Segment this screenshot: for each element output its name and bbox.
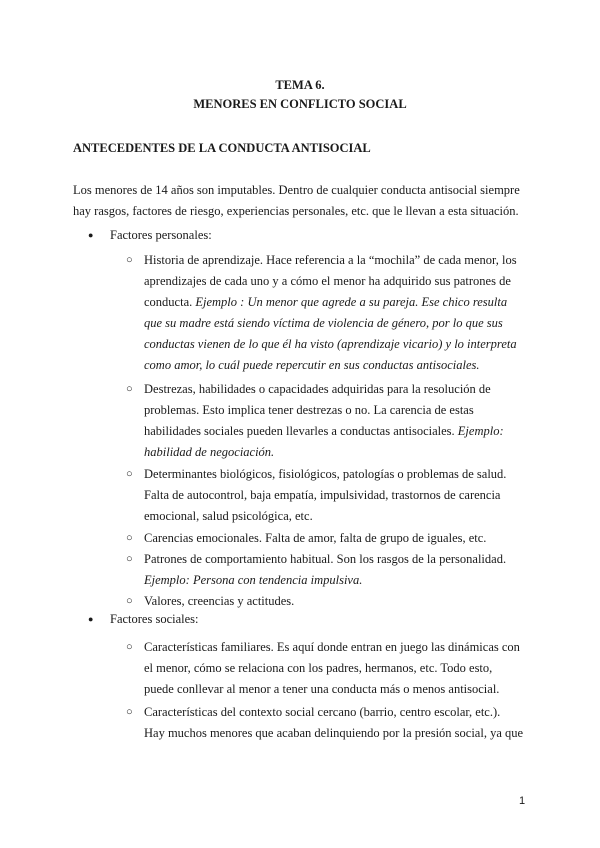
bullet-circle-icon: ○ xyxy=(126,553,133,565)
list-item xyxy=(72,379,524,463)
list-item xyxy=(72,528,524,549)
list-item xyxy=(72,549,524,591)
section-heading: ANTECEDENTES DE LA CONDUCTA ANTISOCIAL xyxy=(73,141,371,155)
item-text: Historia de aprendizaje. Hace referencia a la “mochila” de cada menor, los aprendizajes de cada uno y a cómo el menor ha adquirido sus patrones de conducta. xyxy=(144,253,517,309)
list-item xyxy=(72,702,524,744)
title-line-1: TEMA 6. xyxy=(275,78,325,92)
item-example: Ejemplo: habilidad de negociación. xyxy=(144,424,504,459)
list-item xyxy=(72,464,524,527)
title-line-2: MENORES EN CONFLICTO SOCIAL xyxy=(193,97,407,111)
item-example: Ejemplo : Un menor que agrede a su pareja. Ese chico resulta que su madre está siendo víctima de violencia de género, por lo que sus conductas vienen de lo que él ha visto (aprendizaje vicario) y lo interpreta como amor, lo cuál puede repercutir en sus conductas antisociales. xyxy=(144,295,517,372)
bullet-circle-icon: ○ xyxy=(126,383,133,395)
list-item xyxy=(72,637,524,700)
bullet-circle-icon: ○ xyxy=(126,641,133,653)
document-title xyxy=(0,76,600,114)
bullet-circle-icon: ○ xyxy=(126,595,133,607)
bullet-dot-icon: ● xyxy=(88,614,94,624)
item-text: Características del contexto social cercano (barrio, centro escolar, etc.). Hay muchos menores que acaban delinquiendo por la presión social, ya que xyxy=(144,705,524,740)
bullet-circle-icon: ○ xyxy=(126,532,133,544)
bullet-dot-icon: ● xyxy=(88,230,94,240)
item-text: Patrones de comportamiento habitual. Son los rasgos de la personalidad. xyxy=(144,552,507,566)
factores-sociales-list xyxy=(72,637,532,744)
bullet-label: Factores sociales: xyxy=(110,612,199,626)
intro-paragraph: Los menores de 14 años son imputables. Dentro de cualquier conducta antisocial siempre hay rasgos, factores de riesgo, experiencias personales, etc. que le llevan a esta situación. xyxy=(73,183,520,218)
item-text: Determinantes biológicos, fisiológicos, patologías o problemas de salud. Falta de autocontrol, baja empatía, impulsividad, trastornos de carencia emocional, salud psicológica, etc. xyxy=(144,467,507,523)
item-text: Destrezas, habilidades o capacidades adquiridas para la resolución de problemas. Esto implica tener destrezas o no. La carencia de estas habilidades sociales pueden llevarles a conductas antisociales. xyxy=(144,382,491,438)
bullet-label: Factores personales: xyxy=(110,228,212,242)
item-text: Valores, creencias y actitudes. xyxy=(144,594,295,608)
page-number: 1 xyxy=(519,795,526,807)
bullet-circle-icon: ○ xyxy=(126,254,133,266)
bullet-circle-icon: ○ xyxy=(126,706,133,718)
factores-personales-list xyxy=(72,250,532,612)
item-text: Características familiares. Es aquí donde entran en juego las dinámicas con el menor, cómo se relaciona con los padres, hermanos, etc. Todo esto, puede conllevar al menor a tener una conducta más o menos antisocial. xyxy=(144,640,520,696)
list-item xyxy=(72,250,524,376)
item-text: Carencias emocionales. Falta de amor, falta de grupo de iguales, etc. xyxy=(144,531,487,545)
item-example: Ejemplo: Persona con tendencia impulsiva. xyxy=(144,573,363,587)
bullet-circle-icon: ○ xyxy=(126,468,133,480)
